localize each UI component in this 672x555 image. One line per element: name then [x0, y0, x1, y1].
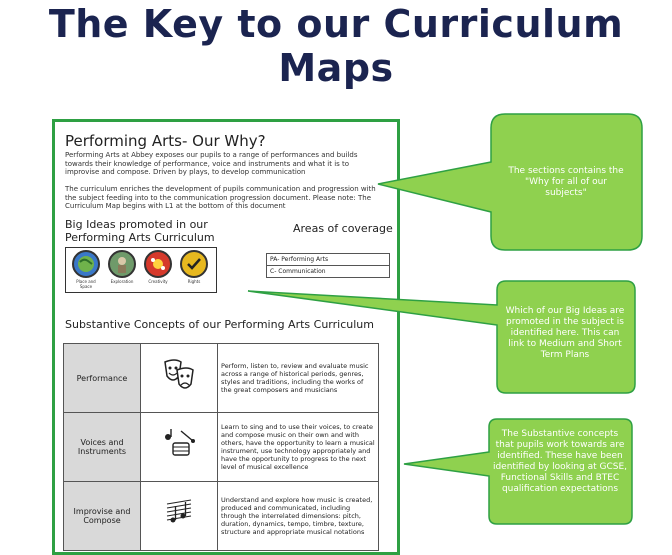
document-enrich-note: The curriculum enriches the development of pupils communication and progression with the subject feeding into to the communication progression document. Please note: The Curriculum Map begins with L1 at the bottom of this document: [65, 185, 376, 210]
big-ideas-heading: Big Ideas promoted in our Performing Arts Curriculum: [65, 218, 215, 244]
concept-name: Voices and Instruments: [64, 413, 141, 482]
document-intro: Performing Arts at Abbey exposes our pupils to a range of performances and builds towards their knowledge of performance, voice and instruments and what it is to improvise and compose. Driven by plays, to develop communication: [65, 151, 358, 176]
concept-name: Performance: [64, 344, 141, 413]
document-heading: Performing Arts- Our Why?: [65, 132, 266, 150]
page-title: The Key to our Curriculum Maps: [48, 2, 624, 90]
concept-description: Perform, listen to, review and evaluate music across a range of historical periods, genres, styles and traditions, including the works of the great composers and musicians: [218, 344, 379, 413]
big-idea-exploration: Exploration: [106, 250, 138, 284]
big-idea-place-and-space: Place and Space: [70, 250, 102, 289]
callout-substantive-text: The Substantive concepts that pupils work towards are identified. These have been identified by looking at GCSE, Functional Skills and BTEC qualification expectations: [492, 429, 628, 494]
big-idea-rights: Rights: [178, 250, 210, 284]
concept-description: Understand and explore how music is created, produced and communicated, including through the interrelated dimensions: pitch, duration, dynamics, tempo, timbre, texture, structure and appropriate musical notations: [218, 482, 379, 551]
coverage-item: C- Communication: [270, 268, 326, 275]
big-idea-creativity: Creativity: [142, 250, 174, 284]
substantive-concepts-heading: Substantive Concepts of our Performing Arts Curriculum: [65, 318, 374, 331]
concept-name: Improvise and Compose: [64, 482, 141, 551]
areas-of-coverage-heading: Areas of coverage: [293, 222, 393, 235]
coverage-item: PA- Performing Arts: [267, 254, 389, 266]
concept-description: Learn to sing and to use their voices, to create and compose music on their own and with others, have the opportunity to learn a musical instrument, use technology appropriately and have the opportunity to progress to the next level of musical excellence: [218, 413, 379, 482]
callout-big-ideas-text: Which of our Big Ideas are promoted in the subject is identified here. This can link to Medium and Short Term Plans: [505, 306, 625, 360]
callout-why-text: The sections contains the "Why for all of our subjects": [508, 166, 624, 198]
